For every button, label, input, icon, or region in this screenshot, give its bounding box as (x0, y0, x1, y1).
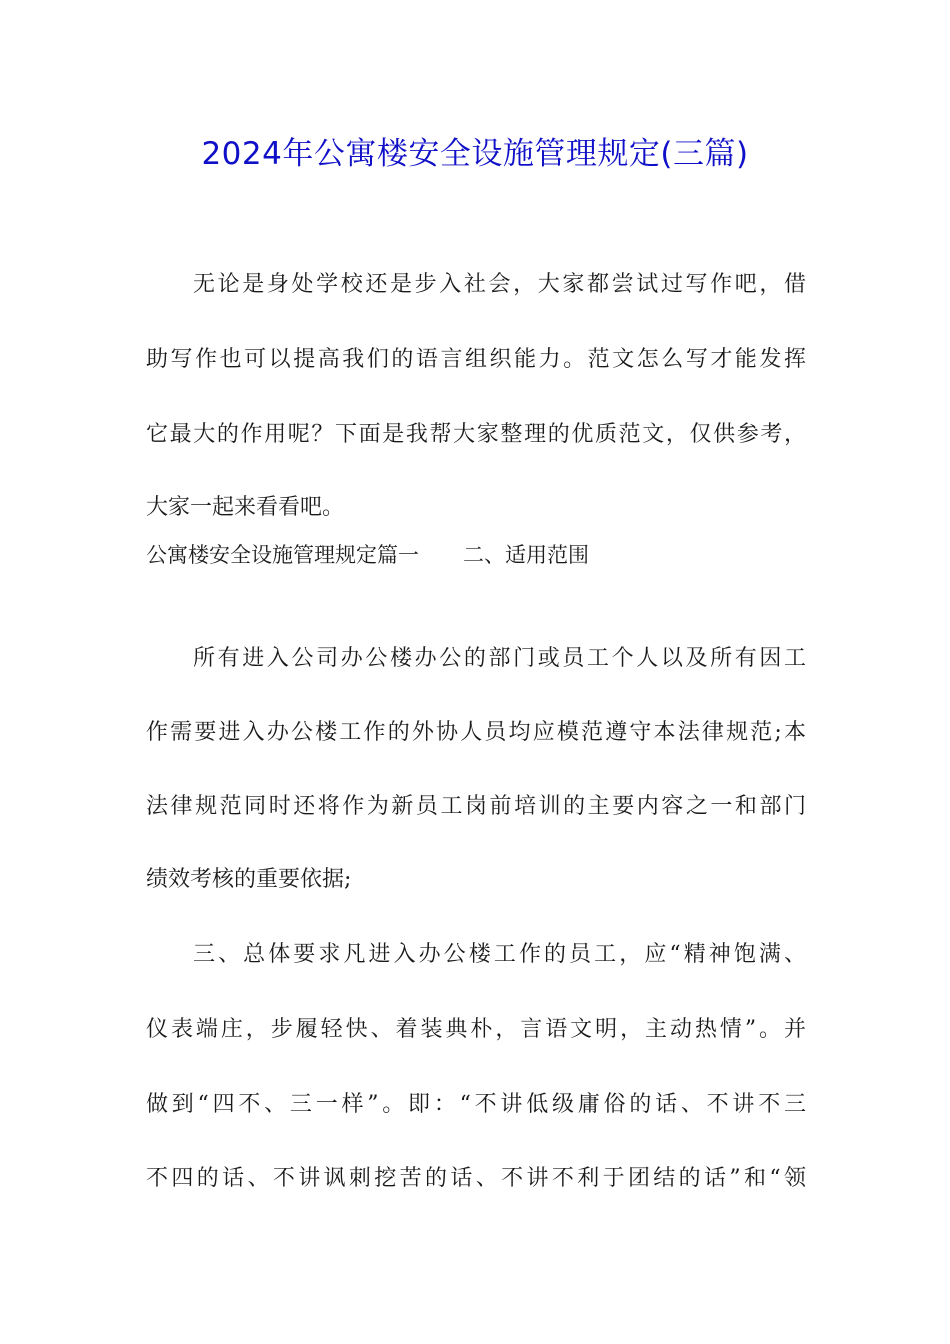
scope-line-3: 法律规范同时还将作为新员工岗前培训的主要内容之一和部门 (146, 794, 806, 819)
section-heading-row (146, 540, 589, 570)
intro-line-3: 它最大的作用呢？下面是我帮大家整理的优质范文，仅供参考， (146, 422, 806, 447)
intro-line-1: 无论是身处学校还是步入社会，大家都尝试过写作吧，借 (193, 272, 806, 297)
intro-line-2: 助写作也可以提高我们的语言组织能力。范文怎么写才能发挥 (146, 347, 806, 372)
document-title: 2024年公寓楼安全设施管理规定(三篇) (201, 136, 749, 172)
requirements-line-1: 三、总体要求凡进入办公楼工作的员工，应“精神饱满、 (193, 942, 806, 967)
intro-line-4: 大家一起来看看吧。 (146, 495, 345, 520)
section-subheading: 二、适用范围 (463, 543, 589, 567)
section-heading: 公寓楼安全设施管理规定篇一 (146, 543, 419, 567)
requirements-line-2: 仪表端庄，步履轻快、着装典朴，言语文明，主动热情”。并 (146, 1017, 806, 1042)
requirements-line-3: 做到“四不、三一样”。即：“不讲低级庸俗的话、不讲不三 (146, 1092, 806, 1117)
scope-line-1: 所有进入公司办公楼办公的部门或员工个人以及所有因工 (193, 646, 806, 671)
requirements-line-4: 不四的话、不讲讽刺挖苦的话、不讲不利于团结的话”和“领 (146, 1166, 806, 1191)
scope-line-2: 作需要进入办公楼工作的外协人员均应模范遵守本法律规范;本 (146, 720, 806, 745)
scope-line-4: 绩效考核的重要依据; (146, 867, 352, 892)
